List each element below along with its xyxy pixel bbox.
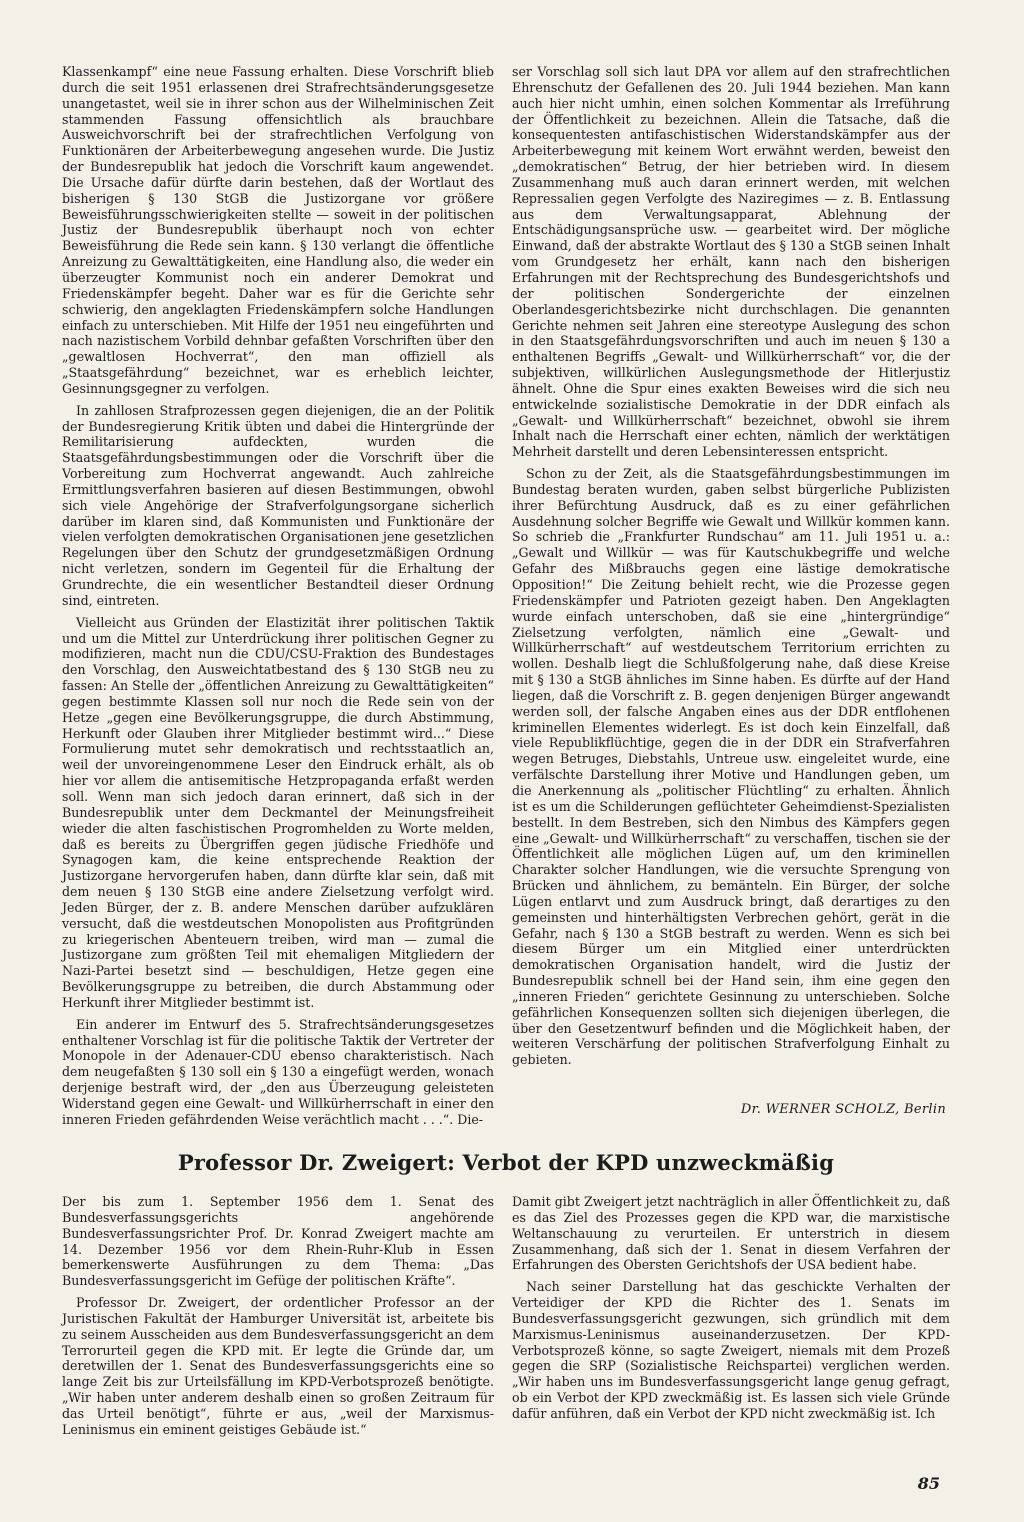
- paragraph: Ein anderer im Entwurf des 5. Strafrechtsänderungsgesetzes enthaltener Vorschlag ist für die politische Taktik der Vertreter der Monopole in der Adenauer-CDU ebenso charakteristisch. Nach dem neugefaßten § 130 soll ein § 130 a eingefügt werden, wonach derjenige bestraft wird, der „den aus Überzeugung geleisteten Widerstand gegen eine Gewalt- und Willkürherrschaft in einer den inneren Frieden gefährdenden Weise verächtlich macht . . .“. Die-: [62, 1016, 494, 1127]
- paragraph: Vielleicht aus Gründen der Elastizität ihrer politischen Taktik und um die Mittel zur Unterdrückung ihrer politischen Gegner zu modifizieren, macht nun die CDU/CSU-Fraktion des Bundestages den Vorschlag, den Ausweichtatbestand des § 130 StGB neu zu fassen: An Stelle der „öffentlichen Anreizung zu Gewalttätigkeiten“ gegen bestimmte Klassen soll nur noch die Rede sein von der Hetze „gegen eine Bevölkerungsgruppe, die durch Abstimmung, Herkunft oder Glauben ihrer Mitglieder bestimmt wird...“ Diese Formulierung mutet sehr demokratisch und rechtsstaatlich an, weil der unvoreingenommene Leser den Eindruck erhält, als ob hier vor allem die antisemitische Hetzpropaganda erfaßt werden soll. Wenn man sich jedoch daran erinnert, daß sich in der Bundesrepublik unter dem Deckmantel der Meinungsfreiheit wieder die alten faschistischen Progromhelden zu Worte melden, daß es bereits zu Übergriffen gegen jüdische Friedhöfe und Synagogen kam, die keine entsprechende Reaktion der Justizorgane hervorgerufen haben, dann dürfte klar sein, daß mit dem neuen § 130 StGB eine andere Zielsetzung verfolgt wird. Jeden Bürger, der z. B. andere Menschen darüber aufzuklären versucht, daß die westdeutschen Monopolisten aus Profitgründen zu kriegerischen Abenteuern treiben, wird man — zumal die Justizorgane zum größten Teil mit ehemaligen Mitgliedern der Nazi-Partei besetzt sind — beschuldigen, Hetze gegen eine Bevölkerungsgruppe zu betreiben, die durch Abstammung oder Herkunft ihrer Mitglieder bestimmt ist.: [62, 614, 494, 1010]
- article1-column-right: [512, 64, 950, 1068]
- article2-column-left: [62, 1194, 494, 1438]
- author-signature: Dr. WERNER SCHOLZ, Berlin: [740, 1102, 946, 1117]
- paragraph: Nach seiner Darstellung hat das geschickte Verhalten der Verteidiger der KPD die Richter des 1. Senats im Bundesverfassungsgericht gezwungen, sich gründlich mit dem Marxismus-Leninismus auseinanderzusetzen. Der KPD-Verbotsprozeß könne, so sagte Zweigert, niemals mit dem Prozeß gegen die SRP (Sozialistische Reichspartei) verglichen werden. „Wir haben uns im Bundesverfassungsgericht lange genug gefragt, ob ein Verbot der KPD zweckmäßig ist. Es lassen sich viele Gründe dafür anführen, daß ein Verbot der KPD nicht zweckmäßig ist. Ich: [512, 1279, 950, 1421]
- article2-column-right: [512, 1194, 950, 1422]
- paragraph: Damit gibt Zweigert jetzt nachträglich in aller Öffentlichkeit zu, daß es das Ziel des Prozesses gegen die KPD war, die marxistische Weltanschauung zu verurteilen. Er unterstrich in diesem Zusammenhang, daß sich der 1. Senat in diesem Verfahren der Erfahrungen des Obersten Gerichtshofs der USA bedient habe.: [512, 1194, 950, 1273]
- paragraph: Schon zu der Zeit, als die Staatsgefährdungsbestimmungen im Bundestag beraten wurden, gaben selbst bürgerliche Publizisten ihrer Befürchtung Ausdruck, daß es zu einer gefährlichen Ausdehnung solcher Begriffe wie Gewalt und Willkür kommen kann. So schrieb die „Frankfurter Rundschau“ am 11. Juli 1951 u. a.: „Gewalt und Willkür — was für Kautschukbegriffe und welche Gefahr des Mißbrauchs gegen eine lästige demokratische Opposition!“ Die Zeitung behielt recht, wie die Prozesse gegen Friedenskämpfer und Patrioten gezeigt haben. Den Angeklagten wurde einfach unterschoben, daß sie eine „hintergründige“ Zielsetzung verfolgten, nämlich eine „Gewalt- und Willkürherrschaft“ auf westdeutschem Territorium errichten zu wollen. Deshalb liegt die Schlußfolgerung nahe, daß diese Kreise mit § 130 a StGB ähnliches im Sinne haben. Es dürfte auf der Hand liegen, daß die Vorschrift z. B. gegen denjenigen Bürger angewandt werden soll, der falsche Angaben eines aus der DDR entflohenen kriminellen Elementes widerlegt. Es ist doch kein Einzelfall, daß viele Republikflüchtige, gegen die in der DDR ein Strafverfahren wegen Betruges, Diebstahls, Untreue usw. eingeleitet wurde, eine verfälschte Darstellung ihrer Motive und Handlungen geben, um die Anerkennung als „politischer Flüchtling“ zu erhalten. Ähnlich ist es um die Schilderungen geflüchteter Geheimdienst-Spezialisten bestellt. In dem Bestreben, sich den Nimbus des Kämpfers gegen eine „Gewalt- und Willkürherrschaft“ zu verschaffen, tischen sie der Öffentlichkeit alle möglichen Lügen auf, um den kriminellen Charakter solcher Handlungen, wie die versuchte Sprengung von Brücken und ähnlichem, zu bemänteln. Ein Bürger, der solche Lügen entlarvt und zum Ausdruck bringt, daß derartiges zu den gemeinsten und hinterhältigsten Verbrechen gehört, gerät in die Gefahr, nach § 130 a StGB bestraft zu werden. Wenn es sich bei diesem Bürger um ein Mitglied einer unterdrückten demokratischen Organisation handelt, wird die Justiz der Bundesrepublik schnell bei der Hand sein, ihm eine gegen den „inneren Frieden“ gerichtete Gesinnung zu unterschieben. Solche gefährlichen Konsequenzen sollten sich diejenigen überlegen, die über den Gesetzentwurf befinden und die Möglichkeit haben, der weiteren Verschärfung der politischen Strafverfolgung Einhalt zu gebieten.: [512, 466, 950, 1068]
- paragraph: In zahllosen Strafprozessen gegen diejenigen, die an der Politik der Bundesregierung Kritik übten und dabei die Hintergründe der Remilitarisierung aufdeckten, wurden die Staatsgefährdungsbestimmungen oder die Vorschrift über die Vorbereitung zum Hochverrat angewandt. Auch zahlreiche Ermittlungsverfahren basieren auf diesen Bestimmungen, obwohl sich viele Angehörige der Strafverfolgungsorgane sicherlich darüber im klaren sind, daß Kommunisten und Funktionäre der vielen verfolgten demokratischen Organisationen jene gesetzlichen Regelungen über den Schutz der grundgesetzmäßigen Ordnung nicht verletzen, sondern im Gegenteil für die Erhaltung der Grundrechte, die ein wesentlicher Bestandteil dieser Ordnung sind, eintreten.: [62, 402, 494, 608]
- paragraph: Der bis zum 1. September 1956 dem 1. Senat des Bundesverfassungsgerichts angehörende Bundesverfassungsrichter Prof. Dr. Konrad Zweigert machte am 14. Dezember 1956 vor dem Rhein-Ruhr-Klub in Essen bemerkenswerte Ausführungen zu dem Thema: „Das Bundesverfassungsgericht im Gefüge der politischen Kräfte“.: [62, 1194, 494, 1289]
- paragraph: ser Vorschlag soll sich laut DPA vor allem auf den strafrechtlichen Ehrenschutz der Gefallenen des 20. Juli 1944 beziehen. Man kann auch hier nicht umhin, einen solchen Kommentar als Irreführung der Öffentlichkeit zu bezeichnen. Allein die Tatsache, daß die konsequentesten antifaschistischen Widerstandskämpfer aus der Arbeiterbewegung mit keinem Wort erwähnt werden, beweist den „demokratischen“ Betrug, der hier betrieben wird. In diesem Zusammenhang muß auch daran erinnert werden, mit welchen Repressalien gegen Verfolgte des Naziregimes — z. B. Entlassung aus dem Verwaltungsapparat, Ablehnung der Entschädigungsansprüche usw. — gearbeitet wird. Der mögliche Einwand, daß der abstrakte Wortlaut des § 130 a StGB seinen Inhalt vom Grundgesetz her erhält, kann nach den bisherigen Erfahrungen mit der Rechtsprechung des Bundesgerichtshofs und der politischen Sondergerichte der einzelnen Oberlandesgerichtsbezirke nicht durchschlagen. Die genannten Gerichte nehmen seit Jahren eine stereotype Auslegung des schon in den Staatsgefährdungsvorschriften und auch im neuen § 130 a enthaltenen Begriffs „Gewalt- und Willkürherrschaft“ vor, die der subjektiven, willkürlichen Auslegungsmethode der Hitlerjustiz ähnelt. Ohne die Spur eines exakten Beweises wird die sich neu entwickelnde sozialistische Demokratie in der DDR einfach als „Gewalt- und Willkürherrschaft“ bezeichnet, obwohl sie ihrem Inhalt nach die Herrschaft einer echten, nämlich der werktätigen Mehrheit darstellt und deren Lebensinteressen entspricht.: [512, 64, 950, 460]
- article-headline: Professor Dr. Zweigert: Verbot der KPD unzweckmäßig: [177, 1150, 835, 1175]
- paragraph: Professor Dr. Zweigert, der ordentlicher Professor an der Juristischen Fakultät der Hamburger Universität ist, arbeitete bis zu seinem Ausscheiden aus dem Bundesverfassungsgericht an dem Terrorurteil gegen die KPD mit. Er legte die Gründe dar, um deretwillen der 1. Senat des Bundesverfassungsgerichts eine so lange Zeit bis zur Urteilsfällung im KPD-Verbotsprozeß benötigte. „Wir haben unter anderem deshalb einen so großen Zeitraum für das Urteil benötigt“, führte er aus, „weil der Marxismus-Leninismus ein eminent geistiges Gebäude ist.“: [62, 1295, 494, 1437]
- article1-column-left: [62, 64, 494, 1128]
- paragraph: Klassenkampf“ eine neue Fassung erhalten. Diese Vorschrift blieb durch die seit 1951 erlassenen drei Strafrechtsänderungsgesetze unangetastet, weil sie in ihrer schon aus der Wilhelminischen Zeit stammenden Fassung offensichtlich als brauchbare Ausweichvorschrift bei der strafrechtlichen Verfolgung von Funktionären der Arbeiterbewegung angesehen wurde. Die Justiz der Bundesrepublik hat jedoch die Vorschrift kaum angewendet. Die Ursache dafür dürfte darin bestehen, daß der Wortlaut des bisherigen § 130 StGB die Justizorgane vor größere Beweisführungsschwierigkeiten stellte — soweit in der politischen Justiz der Bundesrepublik überhaupt noch von echter Beweisführung die Rede sein kann. § 130 verlangt die öffentliche Anreizung zu Gewalttätigkeiten, eine Handlung also, die weder ein überzeugter Kommunist noch ein anderer Demokrat und Friedenskämpfer begeht. Daher war es für die Gerichte sehr schwierig, den angeklagten Friedenskämpfern solche Handlungen einfach zu unterschieben. Mit Hilfe der 1951 neu eingeführten und nach nazistischem Vorbild dehnbar gefaßten Vorschriften über den „gewaltlosen Hochverrat“, den man offiziell als „Staatsgefährdung“ bezeichnet, war es erheblich leichter, Gesinnungsgegner zu verfolgen.: [62, 64, 494, 396]
- page-number: 85: [917, 1474, 940, 1493]
